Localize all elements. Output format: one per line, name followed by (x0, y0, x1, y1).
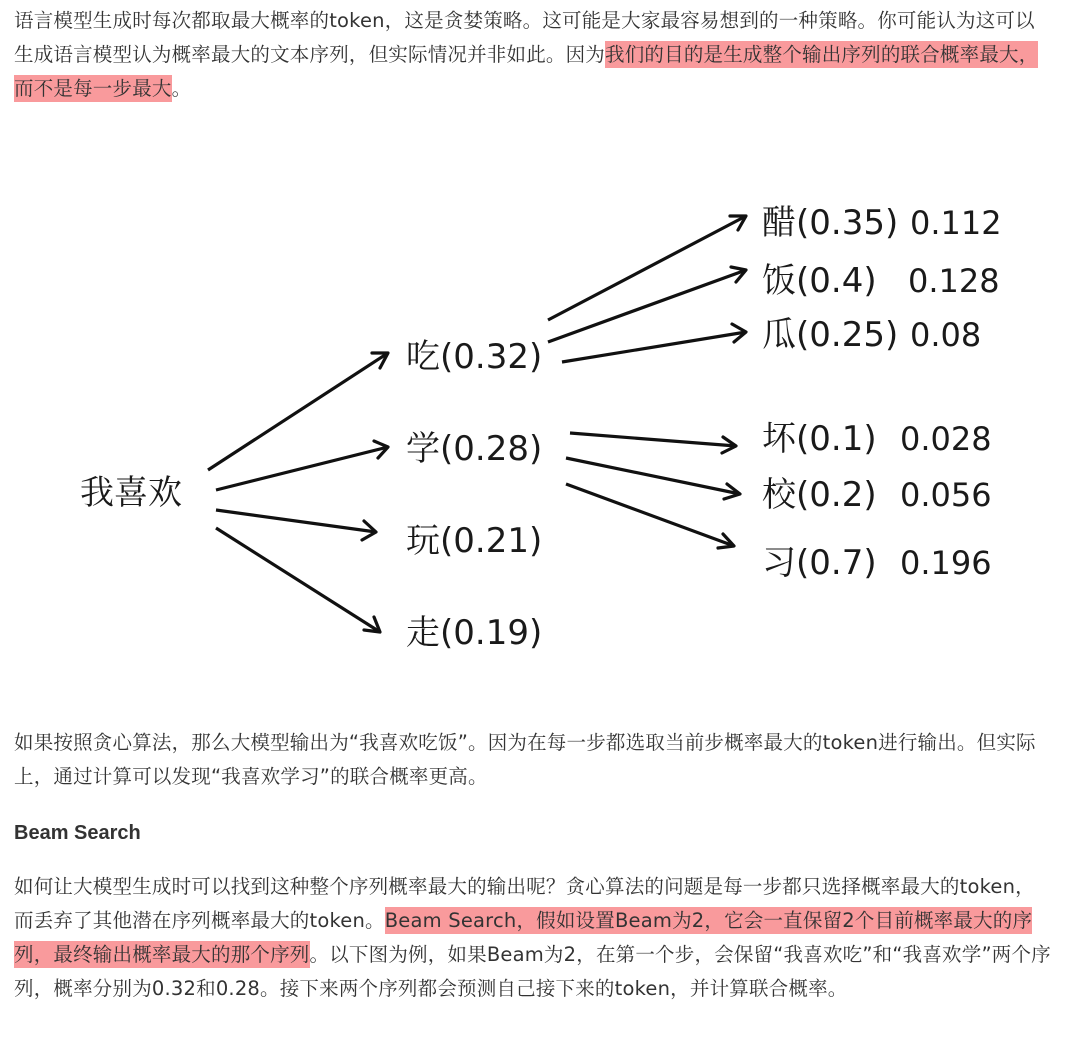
beam-search-highlight: Beam Search，假如设置Beam为2，它会一直保留2个目前概率最大的序列，最终输出概率最大的那个序列 (14, 909, 1033, 966)
beam-search-text: 如何让大模型生成时可以找到这种整个序列概率最大的输出呢？贪心算法的问题是每一步都只选择概率最大的token，而丢弃了其他潜在序列概率最大的token。 (14, 875, 1035, 932)
section-heading-beam-search: Beam Search (14, 822, 141, 844)
intro-text: 语言模型生成时每次都取最大概率的token，这是贪婪策略。这可能是大家最容易想到的一种策略。你可能认为这可以生成语言模型认为概率最大的文本序列，但实际情况并非如此。因为 (14, 9, 1035, 66)
beam-search-tail: 。以下图为例，如果Beam为2，在第一个步，会保留“我喜欢吃”和“我喜欢学”两个序列，概率分别为0.32和0.28。接下来两个序列都会预测自己接下来的token，并计算联合概率。 (14, 943, 1051, 1000)
level1-token-wan: 玩(0.21) (406, 521, 543, 561)
level1-token-xue: 学(0.28) (406, 429, 543, 469)
level2-token-xiao: 校(0.2) (762, 475, 877, 515)
arrow-root-to-zou (216, 528, 380, 632)
level1-token-chi: 吃(0.32) (406, 337, 543, 377)
intro-tail: 。 (171, 77, 192, 100)
level2-token-xi: 习(0.7) (762, 543, 877, 583)
level2-token-huai: 坏(0.1) (762, 419, 877, 459)
intro-highlight: 我们的目的是生成整个输出序列的联合概率最大，而不是每一步最大 (14, 43, 1039, 100)
joint-prob-xiao: 0.056 (900, 476, 992, 514)
arrow-xue-to-xi (566, 484, 734, 548)
beam-search-tree-diagram (0, 170, 1067, 670)
level2-token-gua: 瓜(0.25) (762, 315, 899, 355)
greedy-explanation-paragraph: 如果按照贪心算法，那么大模型输出为“我喜欢吃饭”。因为在每一步都选取当前步概率最大的token进行输出。但实际上，通过计算可以发现“我喜欢学习”的联合概率更高。 (14, 731, 1036, 788)
joint-prob-gua: 0.08 (910, 316, 982, 354)
joint-prob-huai: 0.028 (900, 420, 992, 458)
joint-prob-xi: 0.196 (900, 544, 992, 582)
level1-token-zou: 走(0.19) (406, 613, 543, 653)
arrow-chi-to-gua (562, 324, 746, 362)
beam-search-paragraph (14, 870, 1054, 1006)
joint-prob-fan: 0.128 (908, 262, 1000, 300)
root-token: 我喜欢 (80, 473, 182, 513)
arrow-root-to-wan (216, 510, 376, 540)
joint-prob-cu: 0.112 (910, 204, 1002, 242)
intro-paragraph (14, 4, 1054, 106)
level2-token-fan: 饭(0.4) (762, 261, 877, 301)
arrow-xue-to-huai (570, 433, 736, 453)
level2-token-cu: 醋(0.35) (762, 203, 899, 243)
